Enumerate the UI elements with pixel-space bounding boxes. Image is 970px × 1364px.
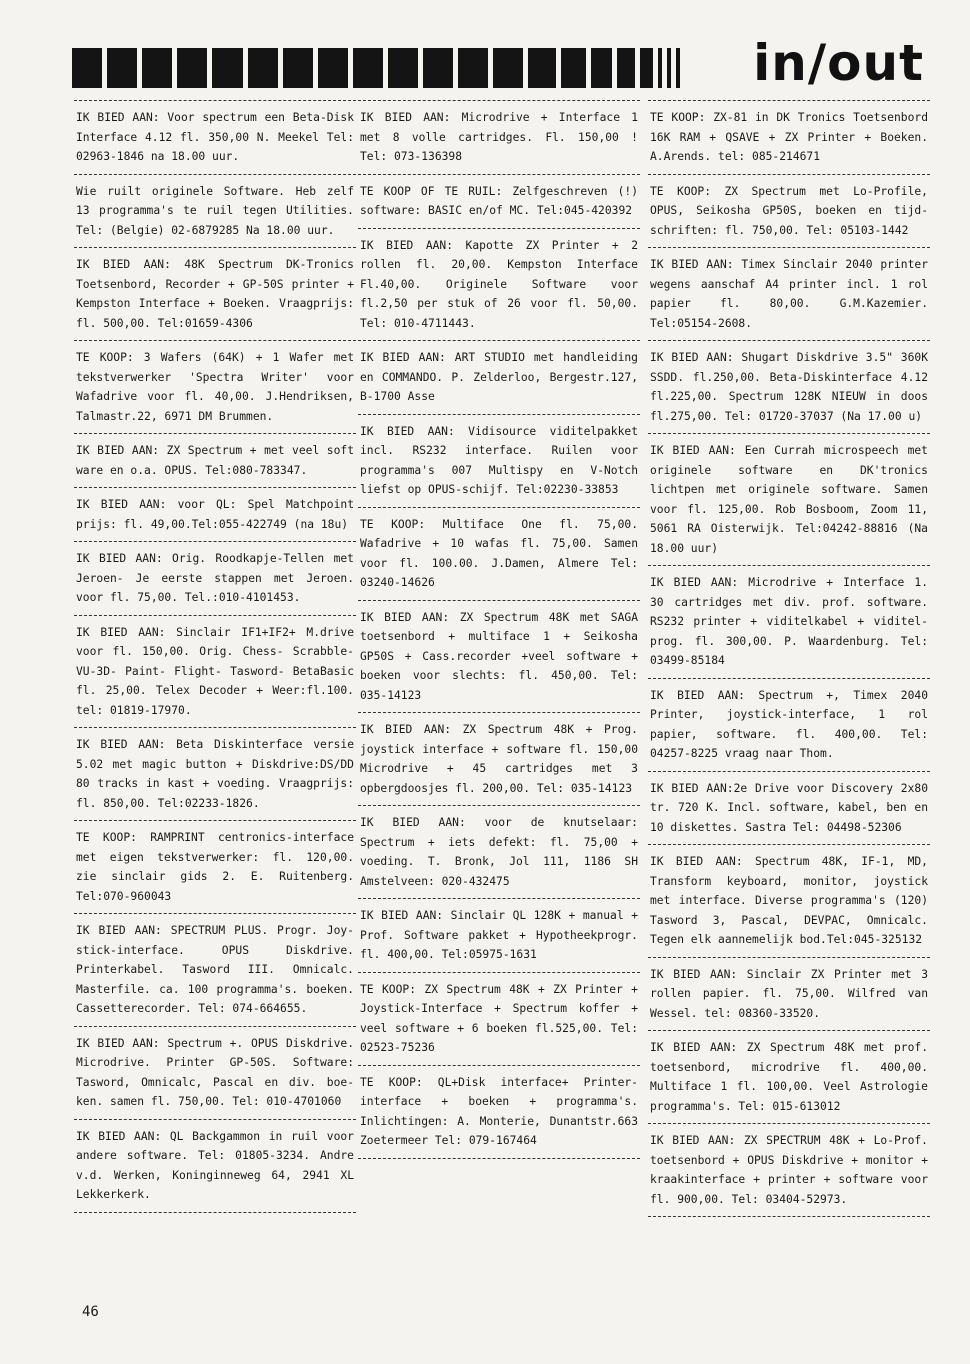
classified-ad: IK BIED AAN: 48K Spectrum DK-Tronics Toetsenbord, Recorder + GP-50S printer + Kempston Interface + Boeken. Vraagprijs: fl. 500,00. Tel:01659-4306 <box>76 258 354 330</box>
classified-ad: IK BIED AAN: ART STUDIO met handleiding en COMMANDO. P. Zelderloo, Bergestr.127, B-1700 Asse <box>360 351 638 403</box>
classified-ad: IK BIED AAN: ZX Spectrum 48K met SAGA toetsenbord + multiface 1 + Seikosha GP50S + Cass.recorder +veel software + boeken voor slechts: fl. 450,00. Tel: 035-14123 <box>360 610 638 702</box>
ads-column-2 <box>358 100 640 1159</box>
classified-ad: IK BIED AAN: voor de knutselaar: Spectrum + iets defekt: fl. 75,00 + voeding. T. Bronk, Jol 111, 1186 SH Amstelveen: 020-432475 <box>360 816 638 888</box>
classified-ad: IK BIED AAN: Sinclair IF1+IF2+ M.drive voor fl. 150,00. Orig. Chess- Scrabble- VU-3D- Paint- Flight- Tasword- BetaBasic fl. 25,00. Telex Decoder + Weer:fl.100. tel: 01819-17970. <box>76 625 354 717</box>
classified-ad: IK BIED AAN: Timex Sinclair 2040 printer wegens aanschaf A4 printer incl. 1 rol papier fl. 80,00. G.M.Kazemier. Tel:05154-2608. <box>650 258 928 330</box>
page-number: 46 <box>82 1304 99 1320</box>
classified-ad: IK BIED AAN: voor QL: Spel Matchpoint prijs: fl. 49,00.Tel:055-422749 (na 18u) <box>76 498 354 531</box>
classified-ad: IK BIED AAN: Spectrum +, Timex 2040 Printer, joystick-interface, 1 rol papier, software. fl. 400,00. Tel: 04257-8225 vraag naar Thom. <box>650 688 928 760</box>
section-title: in/out <box>753 34 924 92</box>
classified-ad: IK BIED AAN: SPECTRUM PLUS. Progr. Joy-stick-interface. OPUS Diskdrive. Printerkabel. Tasword III. Omnicalc. Masterfile. ca. 100 programma's. boeken. Cassetterecorder. Tel: 074-664655. <box>76 924 354 1015</box>
classified-ad: IK BIED AAN: Sinclair QL 128K + manual + Prof. Software pakket + Hypotheekprogr. fl. 400,00. Tel:05975-1631 <box>360 909 638 961</box>
classified-ad: IK BIED AAN: ZX Spectrum 48K + Prog. joystick interface + software fl. 150,00 Microdrive + 45 cartridges met 3 opbergdoosjes fl. 200,00. Tel: 035-14123 <box>360 723 638 795</box>
classified-ad: TE KOOP: 3 Wafers (64K) + 1 Wafer met tekstverwerker 'Spectra Writer' voor Wafadrive voor fl. 40,00. J.Hendriksen, Talmastr.22, 6971 DM Brummen. <box>76 351 354 423</box>
classified-ad: IK BIED AAN:2e Drive voor Discovery 2x80 tr. 720 K. Incl. software, kabel, ben en 10 diskettes. Sastra Tel: 04498-52306 <box>650 781 928 834</box>
classified-ad: IK BIED AAN: ZX SPECTRUM 48K + Lo-Prof. toetsenbord + OPUS Diskdrive + monitor + kraakinterface + printer + software voor fl. 900,00. Tel: 03404-52973. <box>650 1134 928 1206</box>
classified-ad: IK BIED AAN: Microdrive + Interface 1. 30 cartridges met div. prof. software. RS232 printer + viditelkabel + viditel-prog. fl. 300,00. P. Waardenburg. Tel: 03499-85184 <box>650 576 928 667</box>
classified-ad: IK BIED AAN: Orig. Roodkapje-Tellen met Jeroen- Je eerste stappen met Jeroen. voor fl. 75,00. Tel.:010-4101453. <box>76 552 354 604</box>
classified-ad: IK BIED AAN: Sinclair ZX Printer met 3 rollen papier. fl. 75,00. Wilfred van Wessel. tel: 08360-33520. <box>650 967 928 1020</box>
classified-ad: IK BIED AAN: Een Currah microspeech met originele software en DK'tronics lichtpen met originele software. Samen voor fl. 125,00. Rob Bosboom, Zoom 11, 5061 RA Oisterwijk. Tel:04242-88816 (Na 18.00 uur) <box>650 444 928 555</box>
classified-ad: IK BIED AAN: Spectrum 48K, IF-1, MD, Transform keyboard, monitor, joystick met interface. Diverse programma's (120) Tasword 3, Pascal, DEVPAC, Omnicalc. Tegen elk aannemelijk bod.Tel:045-325132 <box>650 855 928 946</box>
classified-ad: TE KOOP: QL+Disk interface+ Printer-interface + boeken + programma's. Inlichtingen: A. Monterie, Dunantstr.663 Zoetermeer Tel: 079-167464 <box>360 1075 638 1147</box>
classified-ad: Wie ruilt originele Software. Heb zelf 13 programma's te ruil tegen Utilities. Tel: (Belgie) 02-6879285 Na 18.00 uur. <box>76 184 354 237</box>
classified-ad: TE KOOP: ZX Spectrum 48K + ZX Printer + Joystick-Interface + Spectrum koffer + veel software + 6 boeken fl.525,00. Tel: 02523-75236 <box>360 982 638 1054</box>
page-header <box>72 34 932 94</box>
classified-ad: TE KOOP: Multiface One fl. 75,00. Wafadrive + 10 wafas fl. 75,00. Samen voor fl. 100.00. J.Damen, Almere Tel: 03240-14626 <box>360 517 638 589</box>
classified-ad: TE KOOP OF TE RUIL: Zelfgeschreven (!) software: BASIC en/of MC. Tel:045-420392 <box>360 184 638 217</box>
classified-ad: IK BIED AAN: ZX Spectrum 48K met prof. toetsenbord, microdrive fl. 400,00. Multiface 1 fl. 100,00. Veel Astrologie programma's. Tel: 015-613012 <box>650 1041 928 1113</box>
classified-ad: IK BIED AAN: ZX Spectrum + met veel soft ware en o.a. OPUS. Tel:080-783347. <box>76 444 354 477</box>
dashed-divider <box>358 1158 640 1159</box>
dashed-divider <box>74 1212 356 1213</box>
dashed-divider <box>648 1216 930 1217</box>
classified-ad: IK BIED AAN: Kapotte ZX Printer + 2 rollen fl. 20,00. Kempston Interface Fl.40,00. Originele Software voor fl.2,50 per stuk of 26 voor fl. 50,00. Tel: 010-4711443. <box>360 238 638 330</box>
classified-ad: TE KOOP: ZX Spectrum met Lo-Profile, OPUS, Seikosha GP50S, boeken en tijd-schriften: fl. 750,00. Tel: 05103-1442 <box>650 184 928 237</box>
classified-ad: IK BIED AAN: Beta Diskinterface versie 5.02 met magic button + Diskdrive:DS/DD 80 tracks in kast + voeding. Vraagprijs: fl. 850,00. Tel:02233-1826. <box>76 738 354 810</box>
ads-column-3 <box>648 100 930 1217</box>
classified-ad: IK BIED AAN: Spectrum +. OPUS Diskdrive. Microdrive. Printer GP-50S. Software: Tasword, Omnicalc, Pascal en div. boe-ken. samen fl. 750,00. Tel: 010-4701060 <box>76 1036 354 1108</box>
ads-column-1 <box>74 100 356 1213</box>
classified-ad: IK BIED AAN: Vidisource viditelpakket incl. RS232 interface. Ruilen voor programma's 007 Multispy en V-Notch liefst op OPUS-schijf. Tel:02230-33853 <box>360 424 638 496</box>
classified-ad: TE KOOP: ZX-81 in DK Tronics Toetsenbord 16K RAM + QSAVE + ZX Printer + Boeken. A.Arends. tel: 085-214671 <box>650 111 928 163</box>
classified-ad: IK BIED AAN: Microdrive + Interface 1 met 8 volle cartridges. Fl. 150,00 ! Tel: 073-136398 <box>360 111 638 163</box>
header-bar-decoration <box>72 48 680 88</box>
classified-ad: TE KOOP: RAMPRINT centronics-interface met eigen tekstverwerker: fl. 120,00. zie sinclair gids 2. E. Ruitenberg. Tel:070-960043 <box>76 831 354 903</box>
classified-ad: IK BIED AAN: Shugart Diskdrive 3.5" 360K SSDD. fl.250,00. Beta-Diskinterface 4.12 fl.225,00. Spectrum 128K NIEUW in doos fl.275,00. Tel: 01720-37037 (Na 17.00 u) <box>650 351 928 423</box>
classified-ad: IK BIED AAN: Voor spectrum een Beta-Disk Interface 4.12 fl. 350,00 N. Meekel Tel: 02963-1846 na 18.00 uur. <box>76 111 354 163</box>
classified-ad: IK BIED AAN: QL Backgammon in ruil voor andere software. Tel: 01805-3234. Andre v.d. Werken, Koninginneweg 64, 2941 XL Lekkerkerk. <box>76 1129 354 1201</box>
